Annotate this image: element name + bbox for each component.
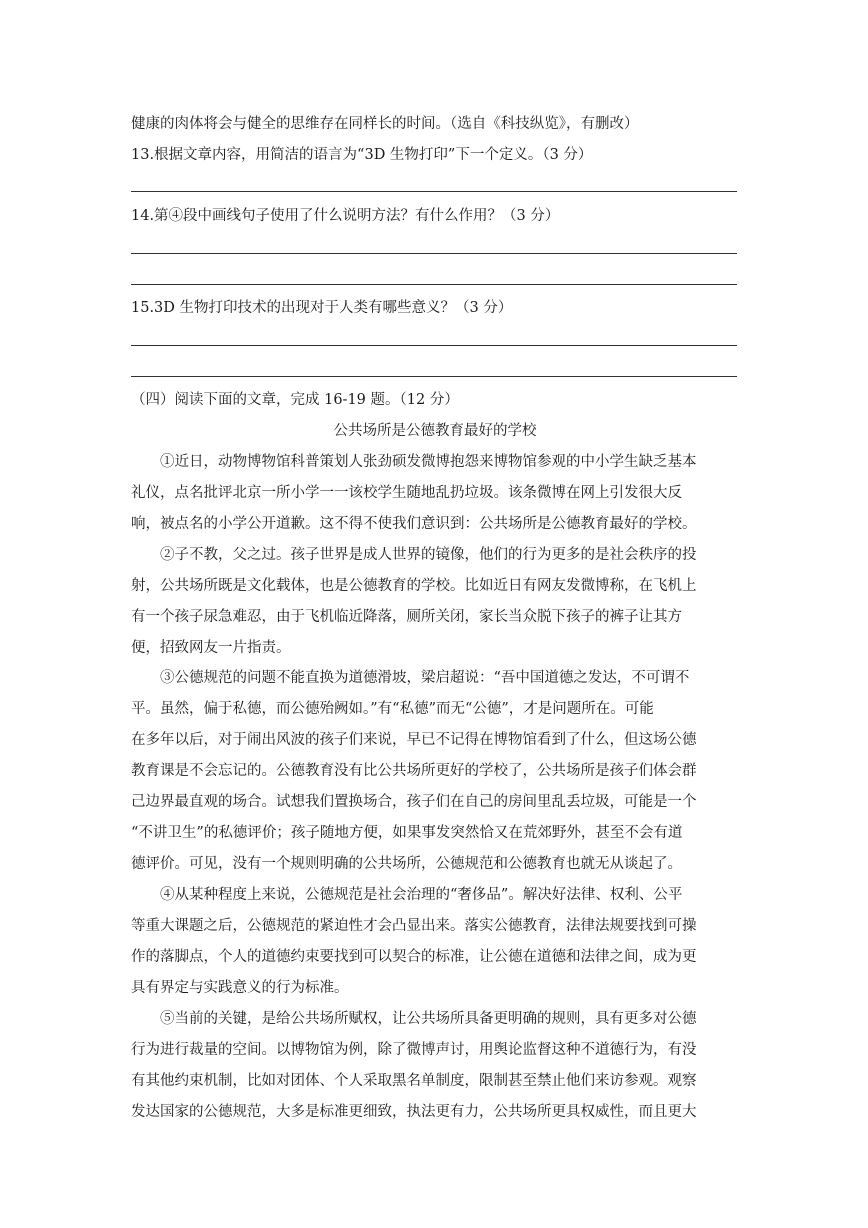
answer-line-q15-1[interactable] <box>131 345 737 346</box>
paragraph-5-line: 行为进行裁量的空间。以博物馆为例，除了微博声讨，用舆论监督这种不道德行为，有没 <box>131 1042 697 1058</box>
paragraph-3-line: 德评价。可见，没有一个规则明确的公共场所，公德规范和公德教育也就无从谈起了。 <box>131 856 682 872</box>
paragraph-3-line: 平。虽然，偏于私德，而公德殆阙如。”有“私德”而无“公德”，才是问题所在。可能 <box>131 701 654 717</box>
paragraph-1-line: ①近日，动物博物馆科普策划人张劲硕发微博抱怨来博物馆参观的中小学生缺乏基本 <box>160 454 697 470</box>
answer-line-q15-2[interactable] <box>131 376 737 377</box>
question-13: 13.根据文章内容，用简洁的语言为“3D 生物打印”下一个定义。（3 分） <box>131 147 593 163</box>
previous-article-ending: 健康的肉体将会与健全的思维存在同样长的时间。（选自《科技纵览》，有删改） <box>131 116 639 132</box>
paragraph-5-line: 有其他约束机制，比如对团体、个人采取黑名单制度，限制甚至禁止他们来访参观。观察 <box>131 1073 697 1089</box>
paragraph-2-line: 有一个孩子尿急难忍，由于飞机临近降落，厕所关闭，家长当众脱下孩子的裤子让其方 <box>131 609 682 625</box>
paragraph-2-line: 便，招致网友一片指责。 <box>131 640 291 656</box>
paragraph-4-line: 具有界定与实践意义的行为标准。 <box>131 980 349 996</box>
paragraph-4-line: 等重大课题之后，公德规范的紧迫性才会凸显出来。落实公德教育，法律法规要找到可操 <box>131 918 697 934</box>
question-14: 14.第④段中画线句子使用了什么说明方法？有什么作用？（3 分） <box>131 208 560 224</box>
paragraph-1-line: 礼仪，点名批评北京一所小学一一该校学生随地乱扔垃圾。该条微博在网上引发很大反 <box>131 485 682 501</box>
paragraph-4-line: ④从某种程度上来说，公德规范是社会治理的“奢侈品”。解决好法律、权利、公平 <box>160 887 683 903</box>
paragraph-3-line: “不讲卫生”的私德评价；孩子随地方便，如果事发突然恰又在荒郊野外，甚至不会有道 <box>131 825 683 841</box>
paragraph-3-line: 在多年以后，对于闹出风波的孩子们来说，早已不记得在博物馆看到了什么，但这场公德 <box>131 732 697 748</box>
paragraph-3-line: 教育课是不会忘记的。公德教育没有比公共场所更好的学校了，公共场所是孩子们体会群 <box>131 763 697 779</box>
paragraph-2-line: 射，公共场所既是文化载体，也是公德教育的学校。比如近日有网友发微博称，在飞机上 <box>131 578 697 594</box>
article-title: 公共场所是公德教育最好的学校 <box>333 423 537 439</box>
paragraph-1-line: 响，被点名的小学公开道歉。这不得不使我们意识到：公共场所是公德教育最好的学校。 <box>131 516 697 532</box>
paragraph-3-line: ③公德规范的问题不能直换为道德滑坡，梁启超说：“吾中国道德之发达，不可谓不 <box>160 670 690 686</box>
answer-line-q13[interactable] <box>131 191 737 192</box>
paragraph-5-line: 发达国家的公德规范，大多是标准更细致，执法更有力，公共场所更具权威性，而且更大 <box>131 1104 697 1120</box>
paragraph-4-line: 作的落脚点，个人的道德约束要找到可以契合的标准，让公德在道德和法律之间，成为更 <box>131 949 697 965</box>
question-15: 15.3D 生物打印技术的出现对于人类有哪些意义？（3 分） <box>131 300 513 316</box>
paragraph-3-line: 己边界最直观的场合。试想我们置换场合，孩子们在自己的房间里乱丢垃圾，可能是一个 <box>131 794 697 810</box>
paragraph-5-line: ⑤当前的关键，是给公共场所赋权，让公共场所具备更明确的规则，具有更多对公德 <box>160 1011 697 1027</box>
section-4-heading: （四）阅读下面的文章，完成 16-19 题。（12 分） <box>131 392 459 408</box>
answer-line-q14-2[interactable] <box>131 284 737 285</box>
paragraph-2-line: ②子不教，父之过。孩子世界是成人世界的镜像，他们的行为更多的是社会秩序的投 <box>160 547 697 563</box>
answer-line-q14-1[interactable] <box>131 253 737 254</box>
